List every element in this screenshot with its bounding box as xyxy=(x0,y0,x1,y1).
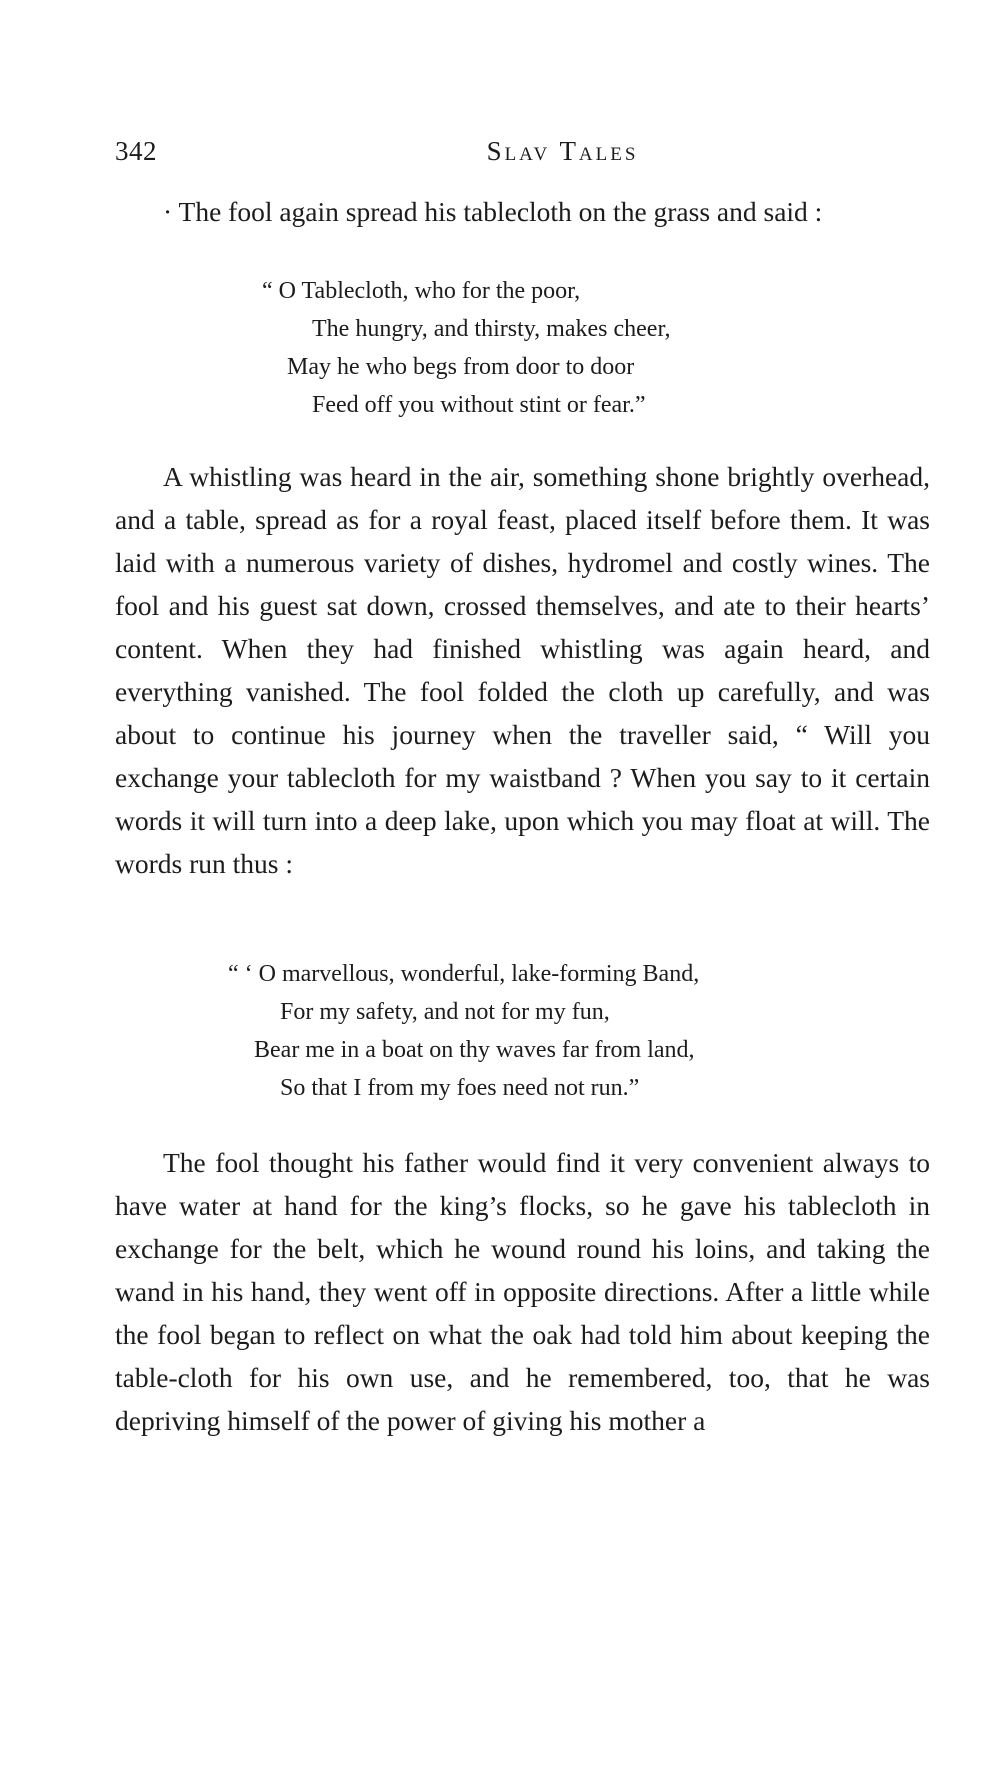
verse-line: For my safety, and not for my fun, xyxy=(280,999,610,1025)
running-head xyxy=(115,136,930,176)
paragraph-1 xyxy=(115,190,930,233)
paragraph-3 xyxy=(115,1141,930,1442)
verse-line: “ O Tablecloth, who for the poor, xyxy=(262,278,581,304)
paragraph-text: · The fool again spread his tablecloth on the grass and said : xyxy=(163,196,823,227)
page-number: 342 xyxy=(115,136,157,166)
verse-line: The hungry, and thirsty, makes cheer, xyxy=(312,316,671,342)
verse-line: May he who begs from door to door xyxy=(287,354,635,380)
verse-line: So that I from my foes need not run.” xyxy=(280,1075,640,1101)
verse-band xyxy=(228,955,699,1107)
paragraph-2 xyxy=(115,455,930,885)
paragraph-text: A whistling was heard in the air, something shone brightly overhead, and a table, spread as for a royal feast, placed itself before them. It was laid with a numerous variety of dishes, hydromel and costly wines. The fool and his guest sat down, crossed themselves, and ate to their hearts’ content. When they had finished whistling was again heard, and everything vanished. The fool folded the cloth up carefully, and was about to continue his journey when the traveller said, “ Will you exchange your tablecloth for my waistband ? When you say to it certain words it will turn into a deep lake, upon which you may float at will. The words run thus : xyxy=(115,461,930,879)
verse-line: “ ‘ O marvellous, wonderful, lake-forming Band, xyxy=(228,961,700,987)
running-title: Slav Tales xyxy=(486,136,639,166)
paragraph-text: The fool thought his father would find it very convenient always to have water at hand for the king’s flocks, so he gave his tablecloth in exchange for the belt, which he wound round his loins, and taking the wand in his hand, they went off in opposite directions. After a little while the fool began to reflect on what the oak had told him about keeping the table-cloth for his own use, and he remembered, too, that he was depriving himself of the power of giving his mother a xyxy=(115,1147,930,1436)
verse-tablecloth xyxy=(262,272,670,424)
verse-line: Feed off you without stint or fear.” xyxy=(312,392,646,418)
verse-line: Bear me in a boat on thy waves far from land, xyxy=(254,1037,695,1063)
